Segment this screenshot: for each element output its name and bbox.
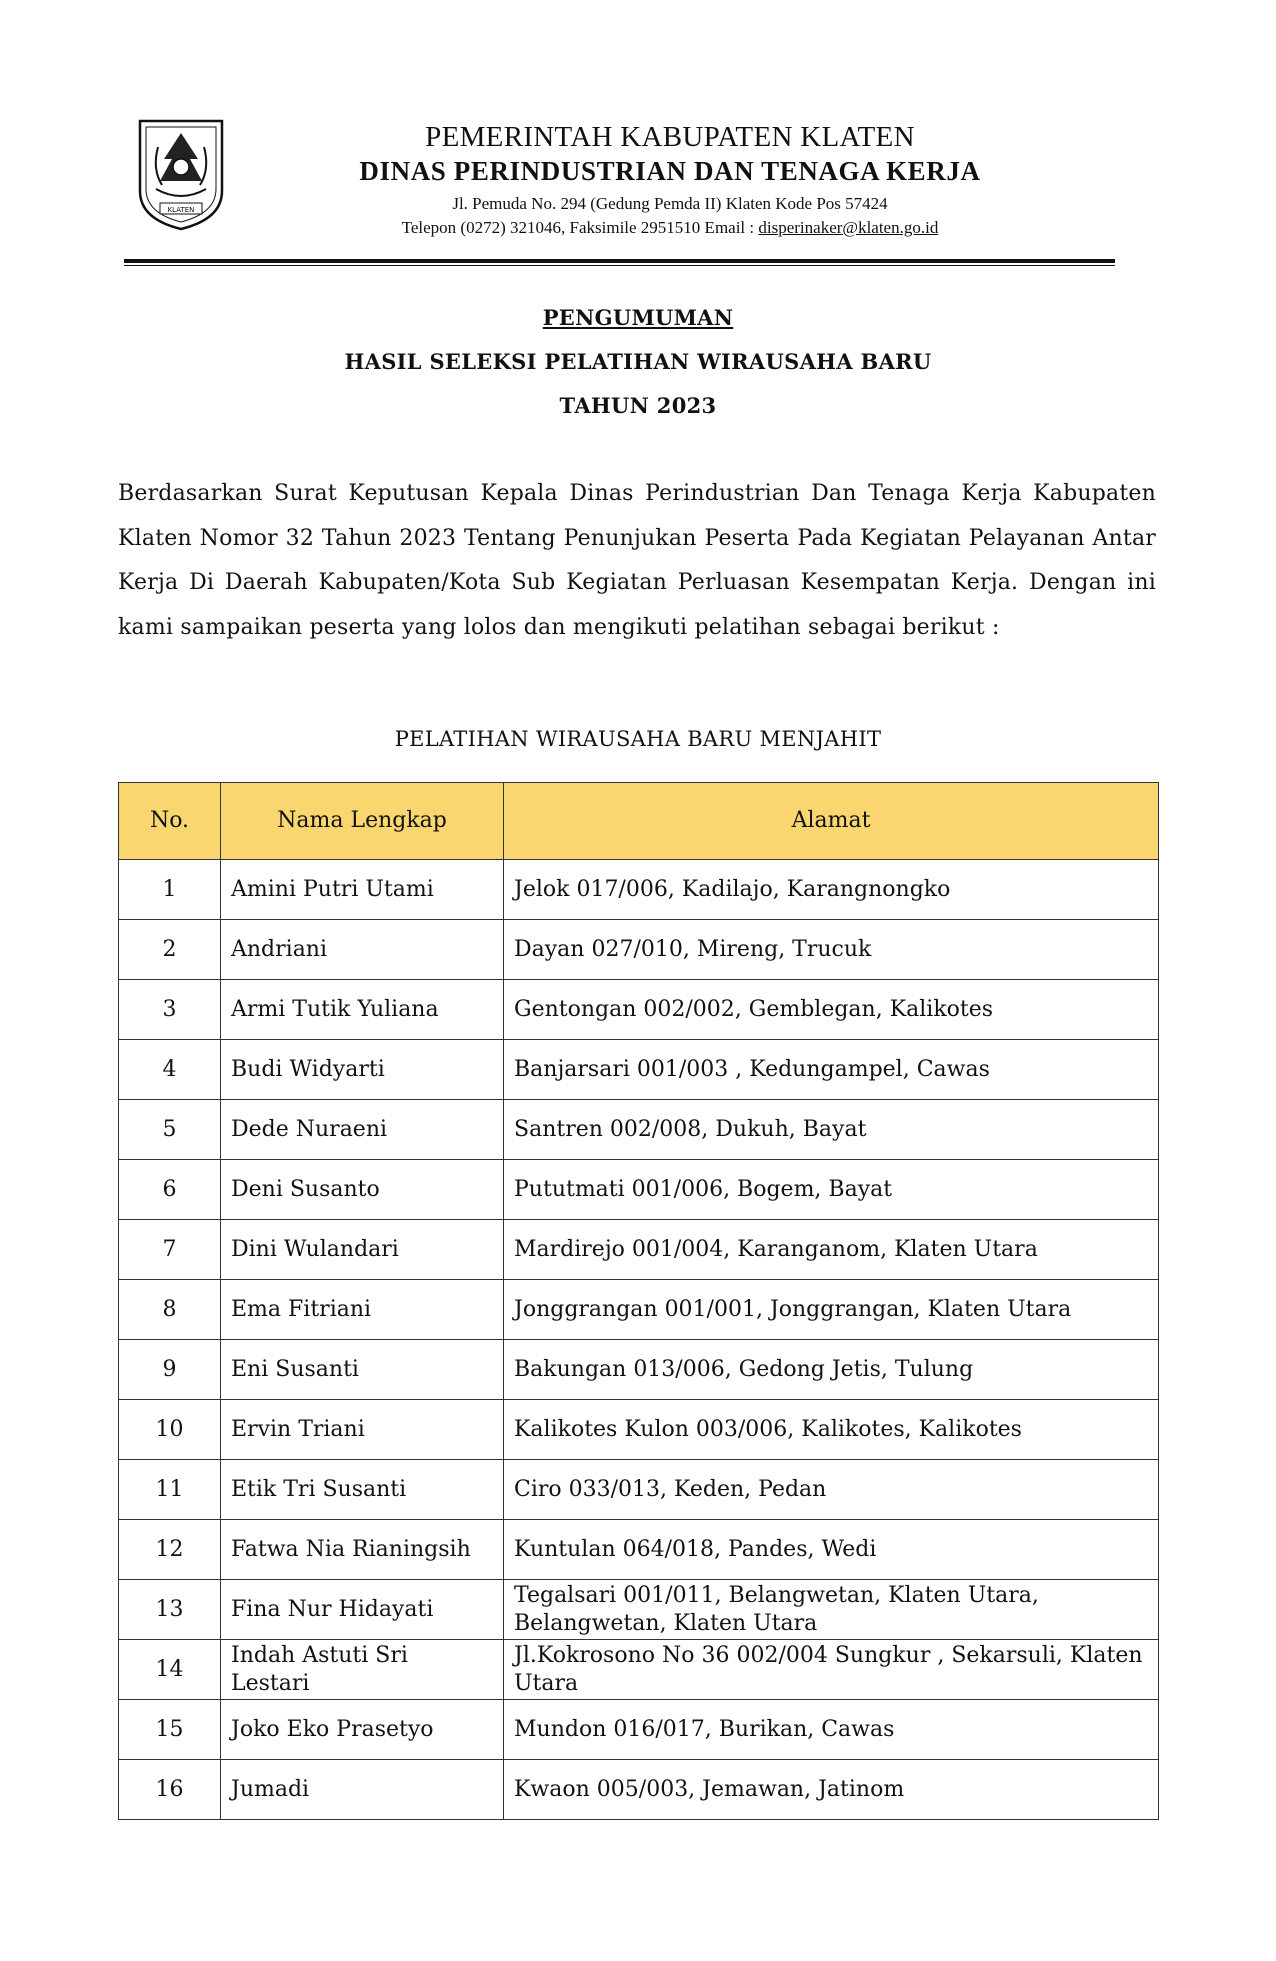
table-row [119,1580,1159,1640]
participant-address: Ciro 033/013, Keden, Pedan [504,1460,1159,1520]
header-name: Nama Lengkap [221,783,504,860]
participant-name: Fatwa Nia Rianingsih [221,1520,504,1580]
table-title: PELATIHAN WIRAUSAHA BARU MENJAHIT [394,727,882,751]
participant-address: Santren 002/008, Dukuh, Bayat [504,1100,1159,1160]
row-number: 7 [119,1220,221,1280]
participant-address: Jl.Kokrosono No 36 002/004 Sungkur , Sekarsuli, Klaten Utara [504,1640,1159,1700]
table-row [119,920,1159,980]
row-number: 6 [119,1160,221,1220]
government-name: PEMERINTAH KABUPATEN KLATEN [425,121,915,153]
participant-name: Dede Nuraeni [221,1100,504,1160]
participant-address: Gentongan 002/002, Gemblegan, Kalikotes [504,980,1159,1040]
row-number: 9 [119,1340,221,1400]
participant-name: Dini Wulandari [221,1220,504,1280]
table-row [119,1760,1159,1820]
participant-address: Jonggrangan 001/001, Jonggrangan, Klaten Utara [504,1280,1159,1340]
row-number: 16 [119,1760,221,1820]
table-row [119,1400,1159,1460]
row-number: 5 [119,1100,221,1160]
header-address: Alamat [504,783,1159,860]
row-number: 10 [119,1400,221,1460]
contact-line [300,216,1040,240]
participant-name: Eni Susanti [221,1340,504,1400]
table-row [119,1040,1159,1100]
letterhead-rule-thick [124,259,1115,263]
table-row [119,1280,1159,1340]
participant-name: Fina Nur Hidayati [221,1580,504,1640]
announcement-subtitle: HASIL SELEKSI PELATIHAN WIRAUSAHA BARU [344,349,932,374]
table-row [119,1220,1159,1280]
participant-address: Bakungan 013/006, Gedong Jetis, Tulung [504,1340,1159,1400]
announcement-body: Berdasarkan Surat Keputusan Kepala Dinas Perindustrian Dan Tenaga Kerja Kabupaten Klaten Nomor 32 Tahun 2023 Tentang Penunjukan Peserta Pada Kegiatan Pelayanan Antar Kerja Di Daerah Kabupaten/Kota Sub Kegiatan Perluasan Kesempatan Kerja. Dengan ini kami sampaikan peserta yang lolos dan mengikuti pelatihan sebagai berikut : [118,481,1156,640]
participant-name: Deni Susanto [221,1160,504,1220]
participant-address: Kuntulan 064/018, Pandes, Wedi [504,1520,1159,1580]
contact-phone-fax: Telepon (0272) 321046, Faksimile 2951510 Email : [401,218,759,237]
participant-address: Banjarsari 001/003 , Kedungampel, Cawas [504,1040,1159,1100]
table-row [119,1700,1159,1760]
participant-name: Ema Fitriani [221,1280,504,1340]
row-number: 12 [119,1520,221,1580]
contact-email[interactable]: disperinaker@klaten.go.id [758,218,939,237]
participant-address: Pututmati 001/006, Bogem, Bayat [504,1160,1159,1220]
participant-address: Jelok 017/006, Kadilajo, Karangnongko [504,860,1159,920]
office-address: Jl. Pemuda No. 294 (Gedung Pemda II) Klaten Kode Pos 57424 [452,194,888,213]
table-row [119,1460,1159,1520]
participant-address: Mardirejo 001/004, Karanganom, Klaten Utara [504,1220,1159,1280]
participants-table [118,782,1159,1820]
row-number: 15 [119,1700,221,1760]
participant-address: Dayan 027/010, Mireng, Trucuk [504,920,1159,980]
row-number: 1 [119,860,221,920]
announcement-year: TAHUN 2023 [559,393,717,418]
row-number: 4 [119,1040,221,1100]
table-row [119,980,1159,1040]
participant-name: Andriani [221,920,504,980]
row-number: 11 [119,1460,221,1520]
participant-name: Indah Astuti Sri Lestari [221,1640,504,1700]
table-header-row [119,783,1159,860]
row-number: 14 [119,1640,221,1700]
participant-address: Mundon 016/017, Burikan, Cawas [504,1700,1159,1760]
header-no: No. [119,783,221,860]
table-row [119,1100,1159,1160]
announcement-heading: PENGUMUMAN [542,305,734,330]
letterhead [300,120,1040,240]
participant-name: Ervin Triani [221,1400,504,1460]
table-row [119,860,1159,920]
participant-name: Jumadi [221,1760,504,1820]
participant-name: Amini Putri Utami [221,860,504,920]
participant-name: Armi Tutik Yuliana [221,980,504,1040]
table-row [119,1640,1159,1700]
participant-name: Budi Widyarti [221,1040,504,1100]
letterhead-rule-thin [124,265,1115,266]
row-number: 13 [119,1580,221,1640]
row-number: 2 [119,920,221,980]
participant-address: Kwaon 005/003, Jemawan, Jatinom [504,1760,1159,1820]
table-row [119,1520,1159,1580]
klaten-regency-emblem [138,119,224,231]
table-row [119,1340,1159,1400]
department-name: DINAS PERINDUSTRIAN DAN TENAGA KERJA [359,156,981,186]
participant-name: Etik Tri Susanti [221,1460,504,1520]
participant-address: Tegalsari 001/011, Belangwetan, Klaten Utara, Belangwetan, Klaten Utara [504,1580,1159,1640]
participant-address: Kalikotes Kulon 003/006, Kalikotes, Kalikotes [504,1400,1159,1460]
table-row [119,1160,1159,1220]
row-number: 8 [119,1280,221,1340]
row-number: 3 [119,980,221,1040]
emblem-text: KLATEN [167,206,195,214]
participant-name: Joko Eko Prasetyo [221,1700,504,1760]
